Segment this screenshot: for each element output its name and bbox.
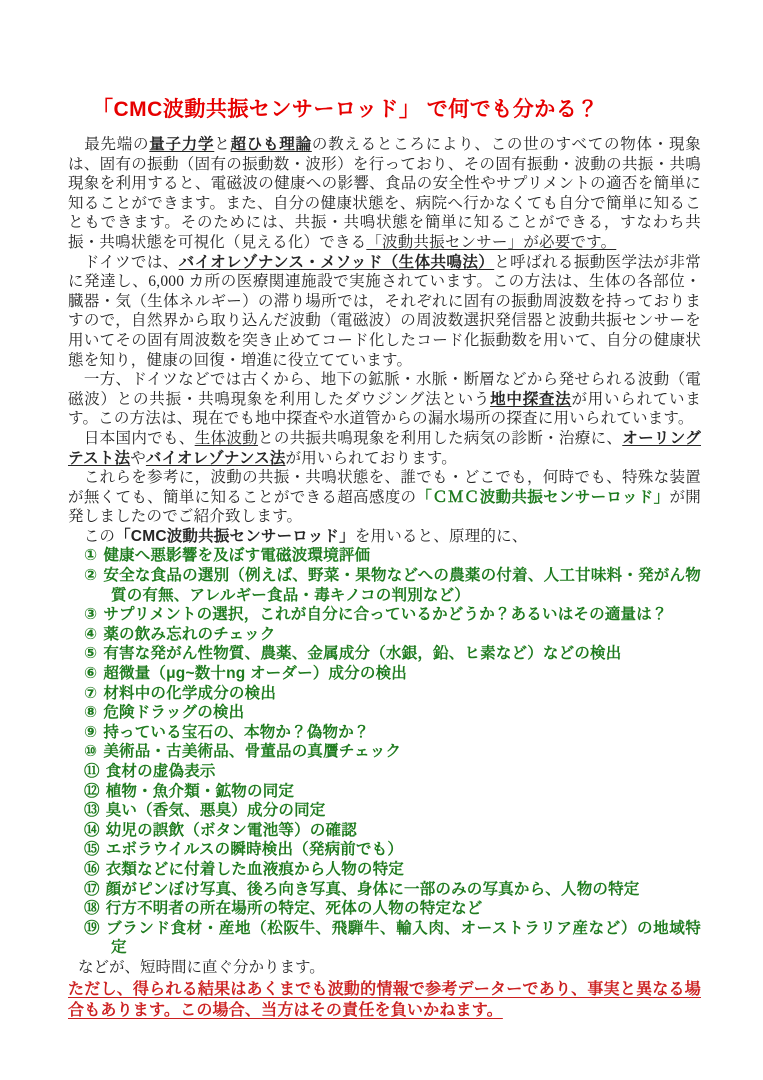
item-text: 健康へ悪影響を及ぼす電磁波環境評価 <box>103 547 371 565</box>
text-segment: バイオレゾナンス・メソッド（生体共鳴法） <box>178 253 495 271</box>
list-item <box>84 880 701 900</box>
list-item <box>84 840 701 860</box>
item-number: ⑥ <box>84 665 98 683</box>
item-number: ① <box>84 547 98 565</box>
item-number: ⑤ <box>84 645 98 663</box>
paragraph-announcement <box>68 468 701 527</box>
item-number: ⑩ <box>84 743 98 761</box>
list-item <box>84 644 701 664</box>
text-segment: オーリングテスト法 <box>68 429 701 467</box>
item-text: 材料中の化学成分の検出 <box>103 684 277 702</box>
text-segment: を用いると、原理的に、 <box>354 527 528 545</box>
item-number: ⑲ <box>84 919 101 937</box>
text-segment: 一方、ドイツなどでは古くから、地下の鉱脈・水脈・断層などから発せられる波動（電磁波）との共振・共鳴現象を利用したダウジング法という <box>68 371 701 408</box>
text-segment: が用いられています。この方法は、現在でも地中探査や水道管からの漏水場所の探査に用いられています。 <box>68 390 701 428</box>
list-item <box>84 546 701 566</box>
item-text: 食材の虚偽表示 <box>105 763 216 780</box>
item-number: ⑬ <box>84 802 100 820</box>
item-text: サプリメントの選択，これが自分に合っているかどうか？あるいはその適量は？ <box>103 606 668 624</box>
item-text: 顔がピンぼけ写真、後ろ向き写真、身体に一部のみの写真から、人物の特定 <box>105 880 640 898</box>
list-closing-line: などが、短時間に直ぐ分かります。 <box>78 958 325 976</box>
text-segment: 「CMC波動共振センサーロッド」 <box>115 527 355 545</box>
list-item <box>84 919 701 958</box>
paragraph-list-lead <box>68 527 701 547</box>
text-segment: が用いられております。 <box>285 449 457 467</box>
item-text: 危険ドラッグの検出 <box>103 704 245 722</box>
text-segment: との共振共鳴現象を利用した病気の診断・治療に、 <box>258 429 623 447</box>
text-segment: これらを参考に，波動の共振・共鳴状態を、誰でも・どこでも，何時でも、特殊な装置が無くても、簡単に知ることができる超高感度の <box>68 469 701 506</box>
list-item <box>84 801 701 821</box>
item-number: ⑮ <box>84 841 100 859</box>
list-item <box>84 664 701 684</box>
text-segment: と <box>214 136 231 153</box>
item-number: ⑪ <box>84 763 100 780</box>
disclaimer-text: ただし、得られる結果はあくまでも波動的情報で参考データーであり、事実と異なる場合もあります。この場合、当方はその責任を負いかねます。 <box>68 980 701 1019</box>
item-text: ブランド食材・産地（松阪牛、飛騨牛、輸入肉、オーストラリア産など）の地域特定 <box>106 919 701 957</box>
text-segment: 「波動共振センサー」が必要です。 <box>366 233 617 251</box>
text-segment: 超ひも理論 <box>230 136 312 153</box>
text-segment: バイオレゾナンス法 <box>145 449 286 467</box>
item-number: ④ <box>84 625 98 643</box>
item-text: 臭い（香気、悪臭）成分の同定 <box>105 802 326 820</box>
list-item <box>84 625 701 645</box>
text-segment: この <box>68 527 116 545</box>
item-text: エボラウイルスの瞬時検出（発病前でも） <box>105 841 404 859</box>
paragraph-japan-methods <box>68 429 701 468</box>
text-segment: 地中探査法 <box>490 390 572 408</box>
list-item <box>84 703 701 723</box>
text-segment: の教えるところにより、この世のすべての物体・現象は、固有の振動（固有の振動数・波形）を行っており、その固有振動・波動の共振・共鳴現象を利用すると、電磁波の健康への影響、食品の安全性やサプリメントの適否を簡単に知ることができます。また、自分の健康状態を、病院へ行かなくても自分で簡単に知ることもできます。そのためには、共振・共鳴状態を簡単に知ることができる，すなわち共振・共鳴状態を可視化（見える化）できる <box>68 136 701 251</box>
text-segment: 「ＣＭＣ波動共振センサーロッド」 <box>416 488 670 506</box>
list-item <box>84 782 701 802</box>
list-item <box>84 821 701 841</box>
page-title: 「CMC波動共振センサーロッド」 で何でも分かる？ <box>92 98 599 121</box>
item-number: ⑨ <box>84 723 98 741</box>
item-number: ⑭ <box>84 821 100 839</box>
item-number: ③ <box>84 606 98 624</box>
text-segment: 日本国内でも、 <box>68 429 195 447</box>
list-item <box>84 899 701 919</box>
text-segment: 最先端の <box>68 136 150 153</box>
item-number: ⑧ <box>84 704 98 722</box>
capability-list <box>84 546 701 957</box>
text-segment: と呼ばれる振動医学法が非常に発達し、6,000 カ所の医療関連施設で実施されています。この方法は、生体の各部位・臓器・気（生体ネルギー）の滞り場所では，それぞれに固有の振動周波数を持っておりますので，自然界から取り込んだ波動（電磁波）の周波数選択発信器と波動共振センサーを用いてその固有周波数を突き止めてコード化したコード化振動数を用いて、自分の健康状態を知り，健康の回復・増進に役立てています。 <box>68 253 701 369</box>
list-item <box>84 860 701 880</box>
item-number: ② <box>84 567 98 585</box>
list-item <box>84 762 701 782</box>
paragraph-intro <box>68 135 701 253</box>
item-number: ⑯ <box>84 860 100 878</box>
item-text: 行方不明者の所在場所の特定、死体の人物の特定など <box>105 900 483 918</box>
text-segment: ドイツでは、 <box>68 253 179 271</box>
list-item <box>84 742 701 762</box>
item-text: 衣類などに付着した血液痕から人物の特定 <box>105 860 405 878</box>
item-text: 安全な食品の選別（例えば、野菜・果物などへの農薬の付着、人工甘味料・発がん物質の有無、アレルギー食品・毒キノコの判別など） <box>103 567 702 604</box>
item-number: ⑫ <box>84 782 100 800</box>
paragraph-germany-bioresonance <box>68 253 701 371</box>
item-text: 薬の飲み忘れのチェック <box>103 625 276 643</box>
text-segment: 量子力学 <box>149 136 215 153</box>
item-number: ⑰ <box>84 880 100 898</box>
item-text: 幼児の誤飲（ボタン電池等）の確認 <box>105 821 357 839</box>
item-text: 美術品・古美術品、骨董品の真贋チェック <box>103 743 402 761</box>
list-item <box>84 566 701 605</box>
item-text: 超微量（μg~数十ng オーダー）成分の検出 <box>103 665 407 683</box>
paragraph-dowsing <box>68 370 701 429</box>
text-segment: が開発しましたのでご紹介致します。 <box>68 488 701 526</box>
text-segment: 生体波動 <box>194 429 259 447</box>
item-text: 持っている宝石の、本物か？偽物か？ <box>103 723 370 741</box>
list-item <box>84 605 701 625</box>
list-item <box>84 723 701 743</box>
item-text: 植物・魚介類・鉱物の同定 <box>105 782 295 800</box>
body-paragraphs <box>68 135 701 546</box>
item-text: 有害な発がん性物質、農薬、金属成分（水銀，鉛、ヒ素など）などの検出 <box>103 645 622 663</box>
item-number: ⑦ <box>84 684 98 702</box>
item-number: ⑱ <box>84 900 100 918</box>
text-segment: や <box>130 449 146 467</box>
list-item <box>84 684 701 704</box>
